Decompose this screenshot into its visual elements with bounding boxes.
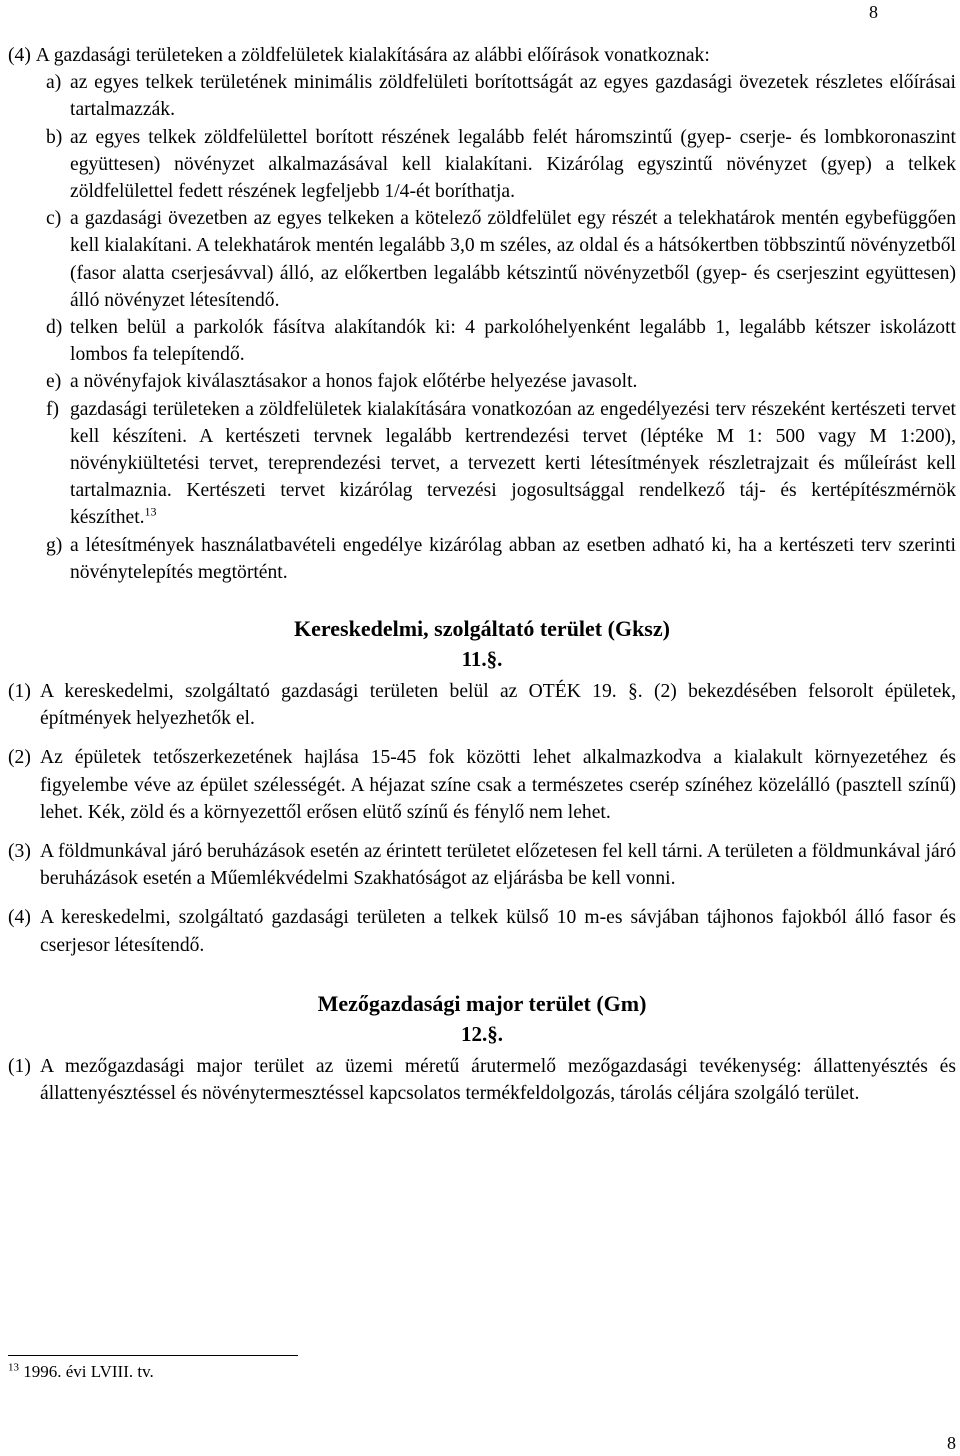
item-text-wrapper [70, 396, 956, 532]
paragraph-text: A gazdasági területeken a zöldfelületek kialakítására az alábbi előírások vonatkoznak: [35, 45, 710, 66]
document-body [8, 42, 956, 1119]
paragraph-gksz-4 [8, 904, 956, 958]
paragraph-gksz-3 [8, 838, 956, 892]
footnote-ref: 13 [144, 504, 157, 519]
section-number-12: 12.§. [461, 1021, 503, 1046]
item-text: a növényfajok kiválasztásakor a honos fajok előtérbe helyezése javasolt. [70, 371, 638, 393]
paragraph-label: (1) [8, 1055, 31, 1077]
item-text: az egyes telkek zöldfelülettel borított részének legalább felét háromszintű (gyep- cserje- és lombkoronaszint együttesen) növényzet alkalmazásával kell kialakítani. Kizárólag egyszintű növényzet (gyep) a telkek zöldfelülettel fedett részének legfeljebb 1/4-ét boríthatja. [70, 126, 956, 203]
paragraph-text: A kereskedelmi, szolgáltató gazdasági területen a telkek külső 10 m-es sávjában tájhonos fajokból álló fasor és cserjesor létesítendő. [40, 907, 956, 956]
item-label: b) [46, 126, 63, 148]
paragraph-label: (2) [8, 747, 31, 769]
list-item-g [8, 532, 956, 586]
item-label: e) [46, 371, 62, 393]
footnote [8, 1362, 154, 1382]
item-text: a létesítmények használatbavételi engedélye kizárólag abban az esetben adható ki, ha a kertészeti terv szerinti növénytelepítés megtörtént. [70, 534, 956, 583]
list-item-b [8, 124, 956, 206]
item-label: g) [46, 534, 63, 556]
paragraph-label: (3) [8, 841, 31, 863]
list-item-c [8, 205, 956, 314]
list-item-a [8, 69, 956, 123]
footer-page-number: 8 [947, 1433, 956, 1453]
paragraph-text: Az épületek tetőszerkezetének hajlása 15-45 fok közötti lehet alkalmazkodva a kialakult környezetéhez és figyelembe véve az épület szélességét. A héjazat színe csak a természetes cserép színéhez közelálló (pasztell színű) lehet. Kék, zöld és a környezettől erősen elütő színű és fénylő nem lehet. [40, 747, 956, 823]
list-item-f [8, 396, 956, 532]
item-text: az egyes telkek területének minimális zöldfelületi borítottságát az egyes gazdasági övezetek részletes előírásai tartalmazzák. [70, 72, 956, 121]
paragraph-gm-1 [8, 1053, 956, 1107]
footnote-marker: 13 [8, 1361, 19, 1374]
list-item-d [8, 314, 956, 368]
section-heading-gm: Mezőgazdasági major terület (Gm) [317, 990, 647, 1016]
item-text: gazdasági területeken a zöldfelületek kialakítására vonatkozóan az engedélyezési terv részeként kertészeti tervet kell készíteni. A kertészeti tervnek legalább kertrendezési tervet (léptéke M 1: 500 vagy M 1:200), növénykiültetési tervet, tereprendezési tervet, a tervezett kerti létesítmények részletrajzait és műleírást kell tartalmaznia. Kertészeti tervet kizárólag tervezési jogosultsággal rendelkező táj- és kertépítészmérnök készíthet. [70, 398, 956, 529]
list-item-e [8, 368, 956, 395]
item-text: a gazdasági övezetben az egyes telkeken a kötelező zöldfelület egy részét a telekhatárok mentén egybefüggően kell kialakítani. A telekhatárok mentén legalább 3,0 m széles, az oldal és a hátsókertben többszintű növényzetből (fasor alatta cserjesávval) álló, az előkertben legalább kétszintű növényzetből (gyep- és cserjeszint együttesen) álló növényzet létesítendő. [70, 208, 956, 311]
page-number: 8 [869, 2, 878, 22]
paragraph-text: A földmunkával járó beruházások esetén az érintett területet előzetesen fel kell tárni. A területen a földmunkával járó beruházások esetén a Műemlékvédelmi Szakhatóságot az eljárásba be kell vonni. [40, 841, 956, 890]
section-number-11: 11.§. [461, 647, 503, 672]
paragraph-gksz-2 [8, 744, 956, 826]
paragraph-text: A kereskedelmi, szolgáltató gazdasági területen belül az OTÉK 19. §. (2) bekezdésében felsorolt épületek, építmények helyezhetők el. [40, 681, 956, 730]
section-heading-gksz: Kereskedelmi, szolgáltató terület (Gksz) [294, 616, 670, 642]
paragraph-label: (4) [8, 45, 36, 66]
footnote-divider [8, 1355, 298, 1356]
item-label: a) [46, 72, 62, 94]
item-label: f) [46, 398, 60, 420]
paragraph-label: (4) [8, 907, 31, 929]
footnote-text: 1996. évi LVIII. tv. [19, 1362, 154, 1381]
paragraph-text: A mezőgazdasági major terület az üzemi méretű árutermelő mezőgazdasági tevékenység: állattenyésztés és állattenyésztéssel és növénytermesztéssel kapcsolatos termékfeldolgozás, tárolás céljára szolgáló terület. [40, 1055, 956, 1105]
item-label: d) [46, 317, 63, 339]
item-label: c) [46, 208, 62, 230]
paragraph-4-intro [8, 42, 956, 69]
paragraph-gksz-1 [8, 678, 956, 732]
item-text: telken belül a parkolók fásítva alakítandók ki: 4 parkolóhelyenként legalább 1, legalább kétszer iskolázott lombos fa telepítendő. [70, 317, 956, 366]
paragraph-label: (1) [8, 681, 31, 703]
